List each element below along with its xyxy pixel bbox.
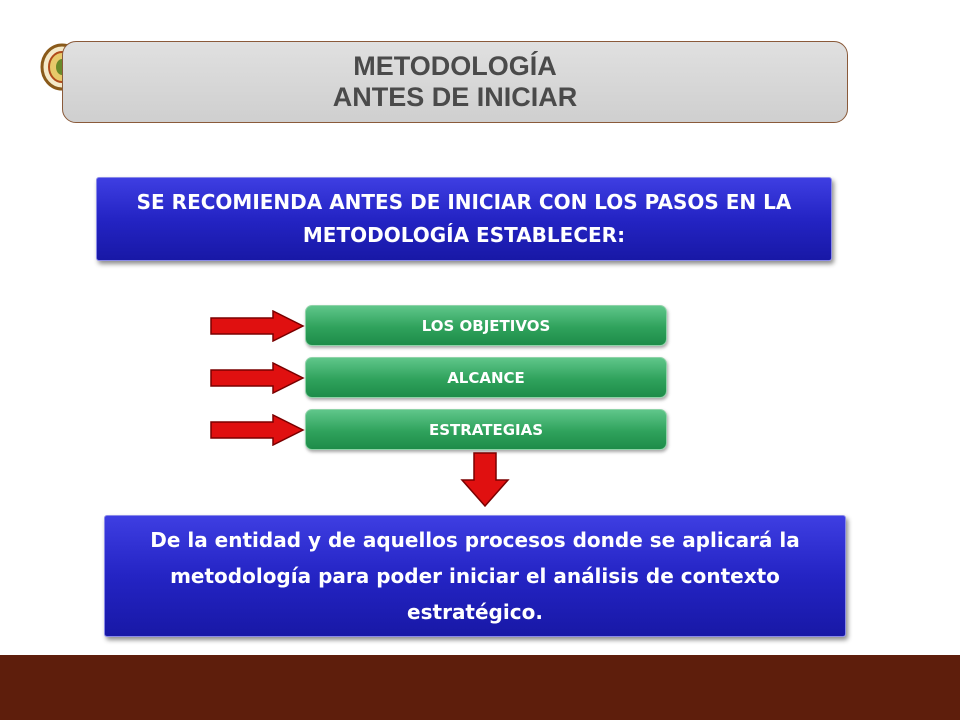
step-label: ALCANCE — [447, 368, 525, 387]
intro-box — [96, 177, 832, 261]
page-subtitle: ANTES DE INICIAR — [332, 82, 578, 112]
red-arrow-right-icon — [209, 362, 305, 394]
red-arrow-down-icon — [460, 452, 510, 508]
result-text: De la entidad y de aquellos procesos donde se aplicará la metodología para poder iniciar el análisis de contexto estratégico. — [150, 528, 800, 624]
result-box — [104, 515, 846, 637]
step-alcance — [305, 357, 667, 398]
intro-text: SE RECOMIENDA ANTES DE INICIAR CON LOS PASOS EN LA METODOLOGÍA ESTABLECER: — [136, 190, 792, 247]
footer-bar — [0, 655, 960, 720]
step-label: LOS OBJETIVOS — [421, 316, 551, 335]
step-estrategias — [305, 409, 667, 450]
page-title-banner — [62, 41, 848, 123]
page-title: METODOLOGÍA — [353, 51, 557, 81]
red-arrow-right-icon — [209, 414, 305, 446]
red-arrow-right-icon — [209, 310, 305, 342]
step-objetivos — [305, 305, 667, 346]
step-label: ESTRATEGIAS — [428, 420, 544, 439]
